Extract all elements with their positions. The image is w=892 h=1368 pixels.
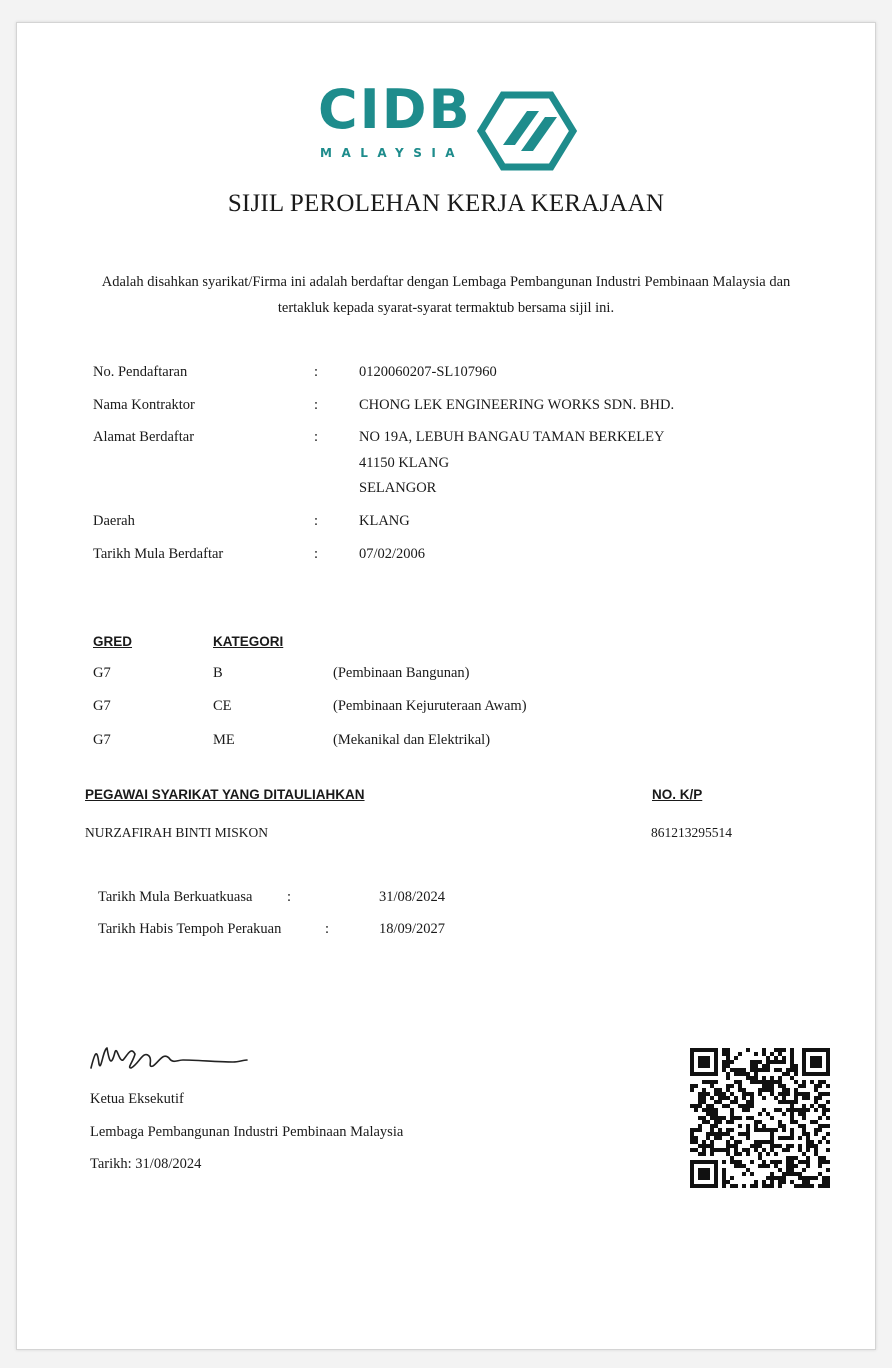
contractor-name: CHONG LEK ENGINEERING WORKS SDN. BHD. (359, 397, 675, 413)
validity-colon: : (287, 889, 292, 905)
category-value: B (213, 665, 223, 681)
validity-colon: : (325, 921, 330, 937)
detail-label: No. Pendaftaran (93, 364, 188, 380)
detail-label: Alamat Berdaftar (93, 429, 195, 445)
logo-subtext: MALAYSIA (320, 146, 465, 160)
detail-colon: : (314, 546, 319, 562)
signatory-position: Ketua Eksekutif (90, 1091, 184, 1107)
category-description: (Pembinaan Kejuruteraan Awam) (333, 698, 527, 714)
registration-date: 07/02/2006 (359, 546, 426, 562)
detail-colon: : (314, 513, 319, 529)
category-value: CE (213, 698, 232, 714)
detail-colon: : (314, 397, 319, 413)
id-number-header: NO. K/P (652, 787, 703, 802)
effective-date: 31/08/2024 (379, 889, 446, 905)
category-description: (Mekanikal dan Elektrikal) (333, 732, 491, 748)
detail-label: Daerah (93, 513, 135, 529)
page-title: SIJIL PEROLEHAN KERJA KERAJAAN (227, 190, 665, 217)
address-line: NO 19A, LEBUH BANGAU TAMAN BERKELEY (359, 429, 665, 445)
expiry-date: 18/09/2027 (379, 921, 446, 937)
grade-value: G7 (93, 665, 111, 681)
officer-header: PEGAWAI SYARIKAT YANG DITAULIAHKAN (85, 787, 365, 802)
grade-header: GRED (93, 634, 133, 649)
cidb-logo-icon (473, 89, 579, 173)
qr-code-icon (690, 1048, 830, 1188)
district: KLANG (359, 513, 410, 529)
grade-value: G7 (93, 732, 111, 748)
category-description: (Pembinaan Bangunan) (333, 665, 470, 681)
validity-label: Tarikh Mula Berkuatkuasa (98, 889, 253, 905)
detail-label: Nama Kontraktor (93, 397, 195, 413)
address-line: SELANGOR (359, 480, 437, 496)
signatory-organisation: Lembaga Pembangunan Industri Pembinaan Malaysia (90, 1124, 404, 1140)
signature-mark (87, 1038, 267, 1078)
detail-label: Tarikh Mula Berdaftar (93, 546, 224, 562)
intro-paragraph: Adalah disahkan syarikat/Firma ini adalah berdaftar dengan Lembaga Pembangunan Industri Pembinaan Malaysia dan tertakluk kepada syarat-syarat termaktub bersama sijil ini. (101, 274, 791, 316)
officer-id-number: 861213295514 (651, 825, 732, 840)
detail-colon: : (314, 429, 319, 445)
registration-number: 0120060207-SL107960 (359, 364, 497, 380)
validity-label: Tarikh Habis Tempoh Perakuan (98, 921, 282, 937)
detail-colon: : (314, 364, 319, 380)
certificate-page (16, 22, 876, 1350)
category-header: KATEGORI (213, 634, 284, 649)
logo-text: CIDB (318, 78, 472, 141)
officer-name: NURZAFIRAH BINTI MISKON (85, 825, 269, 840)
address-line: 41150 KLANG (359, 455, 450, 471)
grade-value: G7 (93, 698, 111, 714)
category-value: ME (213, 732, 235, 748)
signature-date: Tarikh: 31/08/2024 (90, 1156, 202, 1172)
